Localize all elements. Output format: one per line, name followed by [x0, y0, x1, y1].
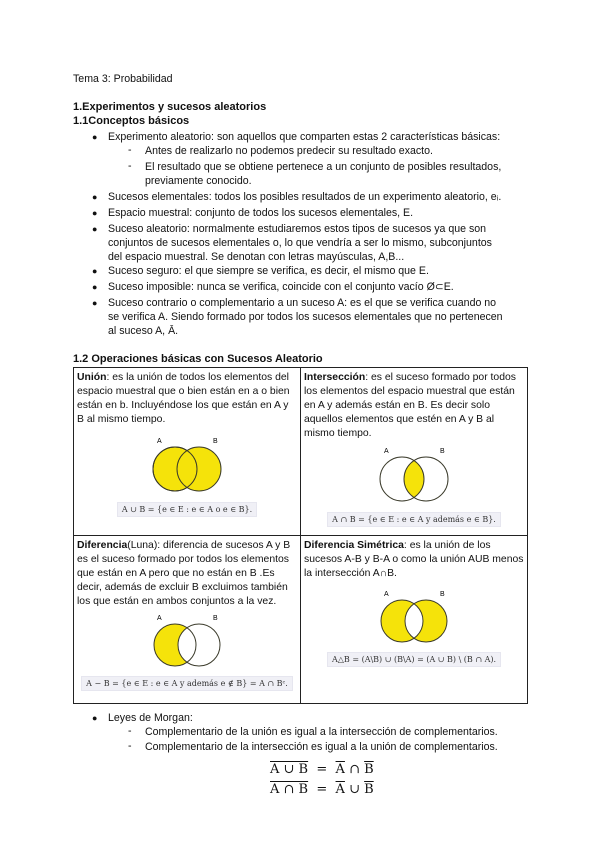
bullet-icon: ● — [92, 208, 98, 218]
list-item: Suceso seguro: el que siempre se verifica, es decir, el mismo que E. — [108, 265, 429, 277]
dash-icon: - — [128, 740, 132, 752]
venn-intersection-diagram — [374, 443, 454, 505]
formula: A ∪ B = {e ∈ E : e ∈ A o e ∈ B}. — [117, 502, 257, 517]
dash-icon: - — [128, 725, 132, 737]
bullet-icon: ● — [92, 266, 98, 276]
section1-title: 1.Experimentos y sucesos aleatorios — [73, 101, 267, 113]
formula: A ∩ B = {e ∈ E : e ∈ A y además e ∈ B}. — [327, 512, 501, 527]
bullet-icon: ● — [92, 282, 98, 292]
cell-term: Unión — [77, 372, 107, 383]
formula: A△B = (A\B) ∪ (B\A) = (A ∪ B) \ (B ∩ A). — [327, 652, 501, 667]
list-item: Suceso contrario o complementario a un suceso A: es el que se verifica cuando no — [108, 297, 497, 309]
bullet-icon: ● — [92, 224, 98, 234]
morgan-equations — [270, 760, 374, 800]
document-title: Tema 3: Probabilidad — [73, 73, 173, 85]
venn-label-a: A — [384, 591, 389, 598]
dash-icon: - — [128, 160, 132, 172]
eq-op: ∪ — [349, 782, 360, 797]
cell-intersection — [301, 368, 528, 536]
cell-description: : es el suceso formado por todos los elementos del espacio muestral que están en A y además están en B. Es decir solo aquellos elementos que estén en A y B al mismo tiempo. — [304, 372, 516, 439]
sub-list-item: Complementario de la unión es igual a la intersección de complementarios. — [145, 726, 498, 738]
cell-term: Intersección — [304, 372, 366, 383]
morgan-equation-1 — [270, 760, 374, 780]
sub-list-item-cont: previamente conocido. — [145, 175, 252, 187]
eq-term: $\overline{B}$ — [364, 782, 374, 797]
list-item: Experimento aleatorio: son aquellos que comparten estas 2 características básicas: — [108, 131, 501, 143]
venn-difference-diagram — [147, 611, 227, 669]
list-item: Sucesos elementales: todos los posibles resultados de un experimento aleatorio, eᵢ. — [108, 191, 502, 203]
eq-term: $\overline{B}$ — [364, 762, 374, 777]
list-item-cont: conjuntos de sucesos elementales o, lo que vendría a ser lo mismo, subconjuntos — [108, 237, 492, 249]
section2-title: 1.2 Operaciones básicas con Sucesos Aleatorio — [73, 353, 323, 365]
eq-term: $\overline{A}$ — [335, 782, 345, 797]
bullet-icon: ● — [92, 132, 98, 142]
morgan-title: Leyes de Morgan: — [108, 712, 193, 724]
eq-term: $\overline{A}$ — [335, 762, 345, 777]
list-item-cont: al suceso A, Ā. — [108, 325, 179, 337]
list-item-cont: del espacio muestral. Se denotan con letras mayúsculas, A,B... — [108, 251, 405, 263]
cell-description: (Luna): diferencia de sucesos A y B es el suceso formado por todos los elementos que están en A pero que no están en B .Es decir, además de excluir B excluimos también los que están en ambos conjuntos a la vez. — [77, 540, 291, 607]
section1-subtitle: 1.1Conceptos básicos — [73, 115, 190, 127]
sub-list-item: El resultado que se obtiene pertenece a un conjunto de posibles resultados, — [145, 161, 502, 173]
venn-label-b: B — [440, 591, 445, 598]
cell-term: Diferencia Simétrica — [304, 540, 404, 551]
formula: A − B = {e ∈ E : e ∈ A y además e ∉ B} = A ∩ Bᶜ. — [81, 676, 293, 691]
bullet-icon: ● — [92, 713, 98, 723]
cell-difference — [74, 536, 301, 704]
venn-union-diagram — [147, 433, 227, 495]
bullet-icon: ● — [92, 298, 98, 308]
cell-term: Diferencia — [77, 540, 128, 551]
cell-description: : es la unión de todos los elementos del espacio muestral que o bien están en a o bien están en b. Incluyéndose los que están en A y B al mismo tiempo. — [77, 372, 290, 425]
list-item-cont: se verifica A. Siendo formado por todos los sucesos elementales que no pertenecen — [108, 311, 503, 323]
bullet-icon: ● — [92, 192, 98, 202]
eq-left: A ∩ B — [270, 782, 309, 797]
eq-equals: = — [316, 782, 328, 797]
cell-symmetric-difference — [301, 536, 528, 704]
eq-equals: = — [316, 762, 328, 777]
cell-union — [74, 368, 301, 536]
sub-list-item: Antes de realizarlo no podemos predecir su resultado exacto. — [145, 145, 433, 157]
venn-symmetric-difference-diagram — [374, 587, 454, 645]
venn-label-b: B — [213, 438, 218, 445]
cell-description: : es la unión de los sucesos A-B y B-A o como la unión AUB menos la intersección A∩B. — [304, 540, 524, 579]
operations-table — [73, 367, 528, 704]
sub-list-item: Complementario de la intersección es igual a la unión de complementarios. — [145, 741, 498, 753]
list-item: Suceso imposible: nunca se verifica, coincide con el conjunto vacío Ø⊂E. — [108, 281, 454, 293]
venn-label-b: B — [440, 448, 445, 455]
list-item: Suceso aleatorio: normalmente estudiaremos estos tipos de sucesos ya que son — [108, 223, 487, 235]
venn-label-a: A — [384, 448, 389, 455]
dash-icon: - — [128, 144, 132, 156]
eq-op: ∩ — [349, 762, 360, 777]
venn-label-a: A — [157, 615, 162, 622]
eq-left: A ∪ B — [270, 762, 309, 777]
list-item: Espacio muestral: conjunto de todos los sucesos elementales, E. — [108, 207, 414, 219]
venn-label-b: B — [213, 615, 218, 622]
venn-label-a: A — [157, 438, 162, 445]
morgan-equation-2 — [270, 780, 374, 800]
